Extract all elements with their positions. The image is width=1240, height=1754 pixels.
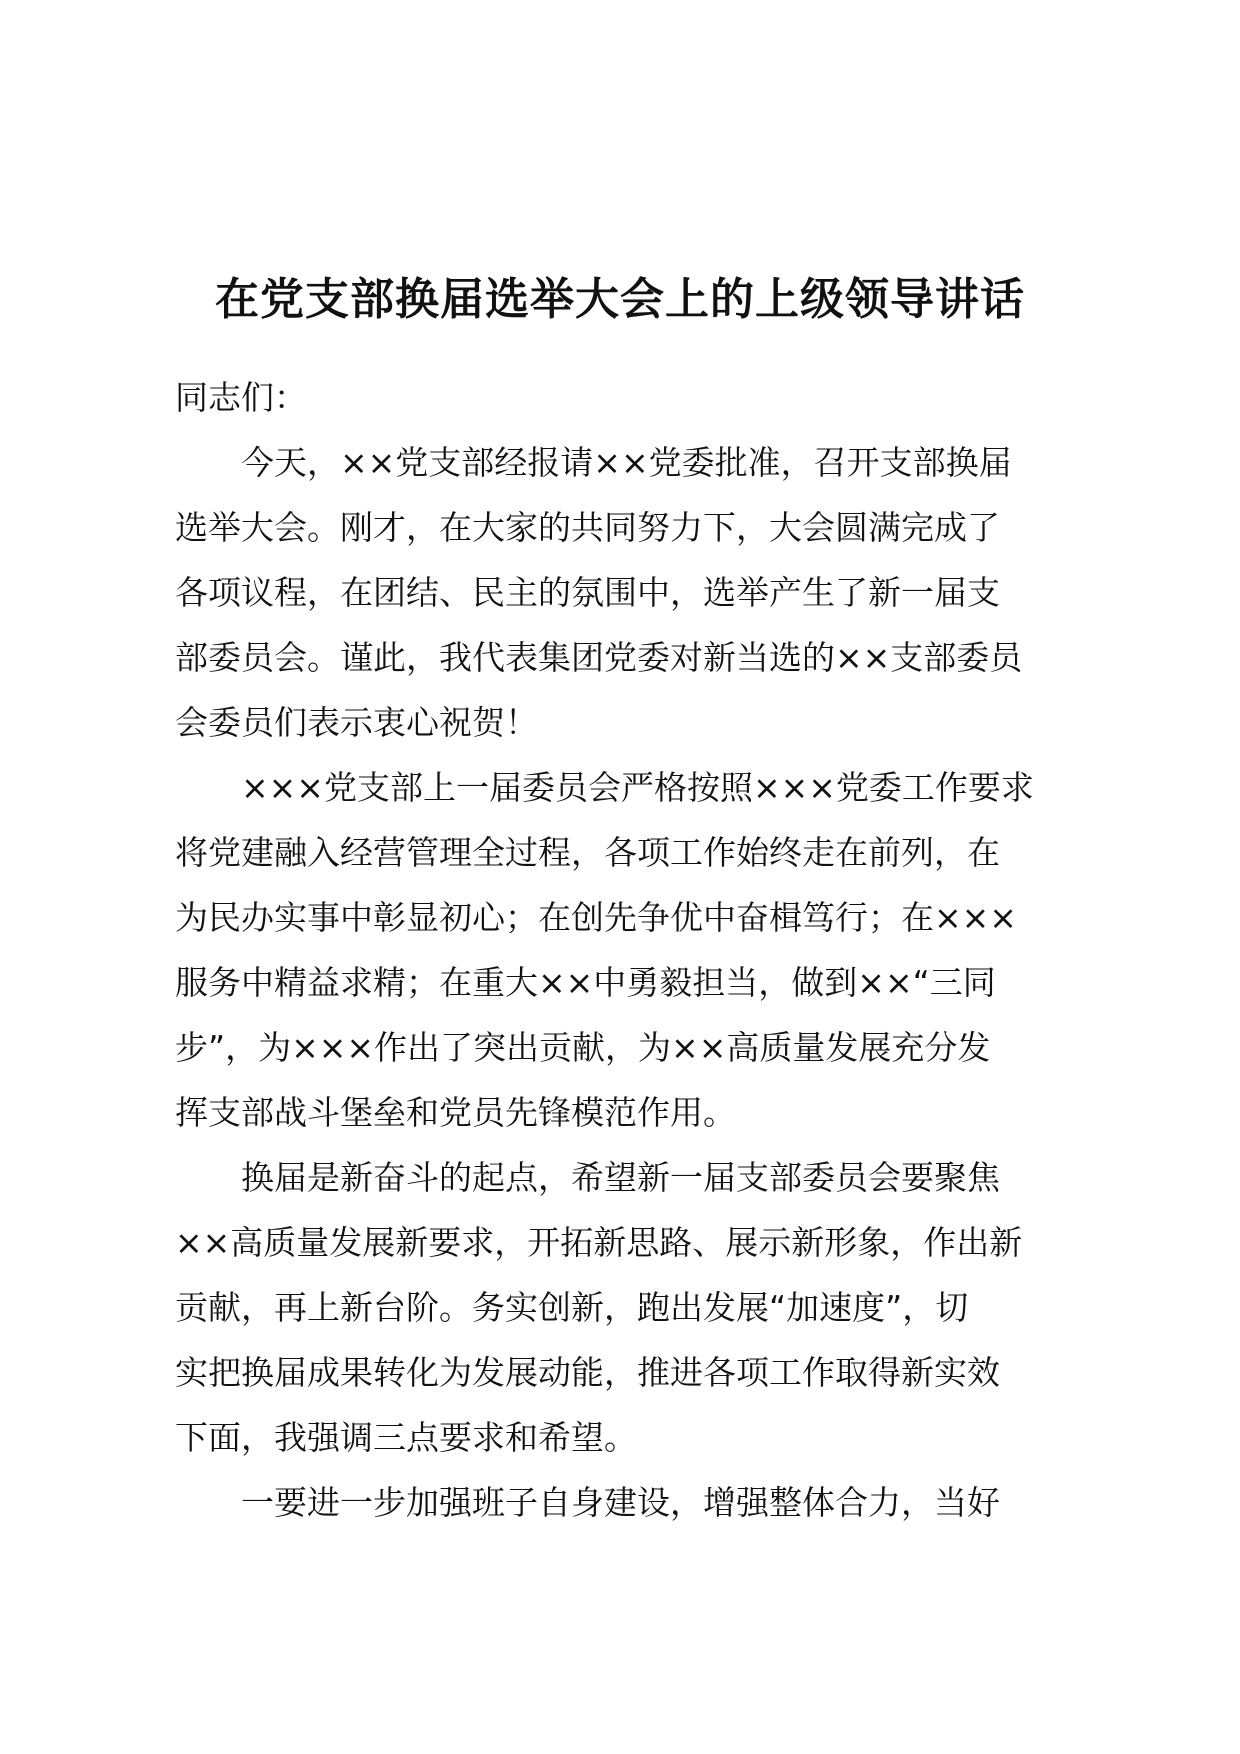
- document-title: 在党支部换届选举大会上的上级领导讲话: [215, 274, 1025, 325]
- paragraph-line: 下面，我强调三点要求和希望。: [175, 1418, 637, 1457]
- paragraph-line: 部委员会。谨此，我代表集团党委对新当选的××支部委员: [175, 638, 1023, 677]
- paragraph-line: 挥支部战斗堡垒和党员先锋模范作用。: [175, 1093, 736, 1132]
- paragraph-line: 一要进一步加强班子自身建设，增强整体合力，当好: [241, 1483, 1000, 1522]
- paragraph-line: 为民办实事中彰显初心；在创先争优中奋楫笃行；在×××: [175, 898, 1017, 937]
- paragraph-line: 步”，为×××作出了突出贡献，为××高质量发展充分发: [175, 1028, 991, 1067]
- paragraph-line: 今天，××党支部经报请××党委批准，召开支部换届: [241, 443, 1012, 482]
- paragraph-line: 会委员们表示衷心祝贺！: [175, 703, 538, 742]
- document-body: [175, 365, 1105, 1535]
- paragraph-line: ×××党支部上一届委员会严格按照×××党委工作要求: [241, 768, 1034, 807]
- paragraph-line: 换届是新奋斗的起点，希望新一届支部委员会要聚焦: [241, 1158, 1000, 1197]
- paragraph-line: ××高质量发展新要求，开拓新思路、展示新形象，作出新: [175, 1223, 1023, 1262]
- paragraph-line: 实把换届成果转化为发展动能，推进各项工作取得新实效: [175, 1353, 1000, 1392]
- paragraph-line: 各项议程，在团结、民主的氛围中，选举产生了新一届支: [175, 573, 1000, 612]
- paragraph-line: 选举大会。刚才，在大家的共同努力下，大会圆满完成了: [175, 508, 1000, 547]
- paragraph-line: 服务中精益求精；在重大××中勇毅担当，做到××“三同: [175, 963, 996, 1002]
- paragraph-line: 贡献，再上新台阶。务实创新，跑出发展“加速度”，切: [175, 1288, 969, 1327]
- salutation-line: 同志们：: [175, 378, 307, 417]
- paragraph-line: 将党建融入经营管理全过程，各项工作始终走在前列，在: [175, 833, 1000, 872]
